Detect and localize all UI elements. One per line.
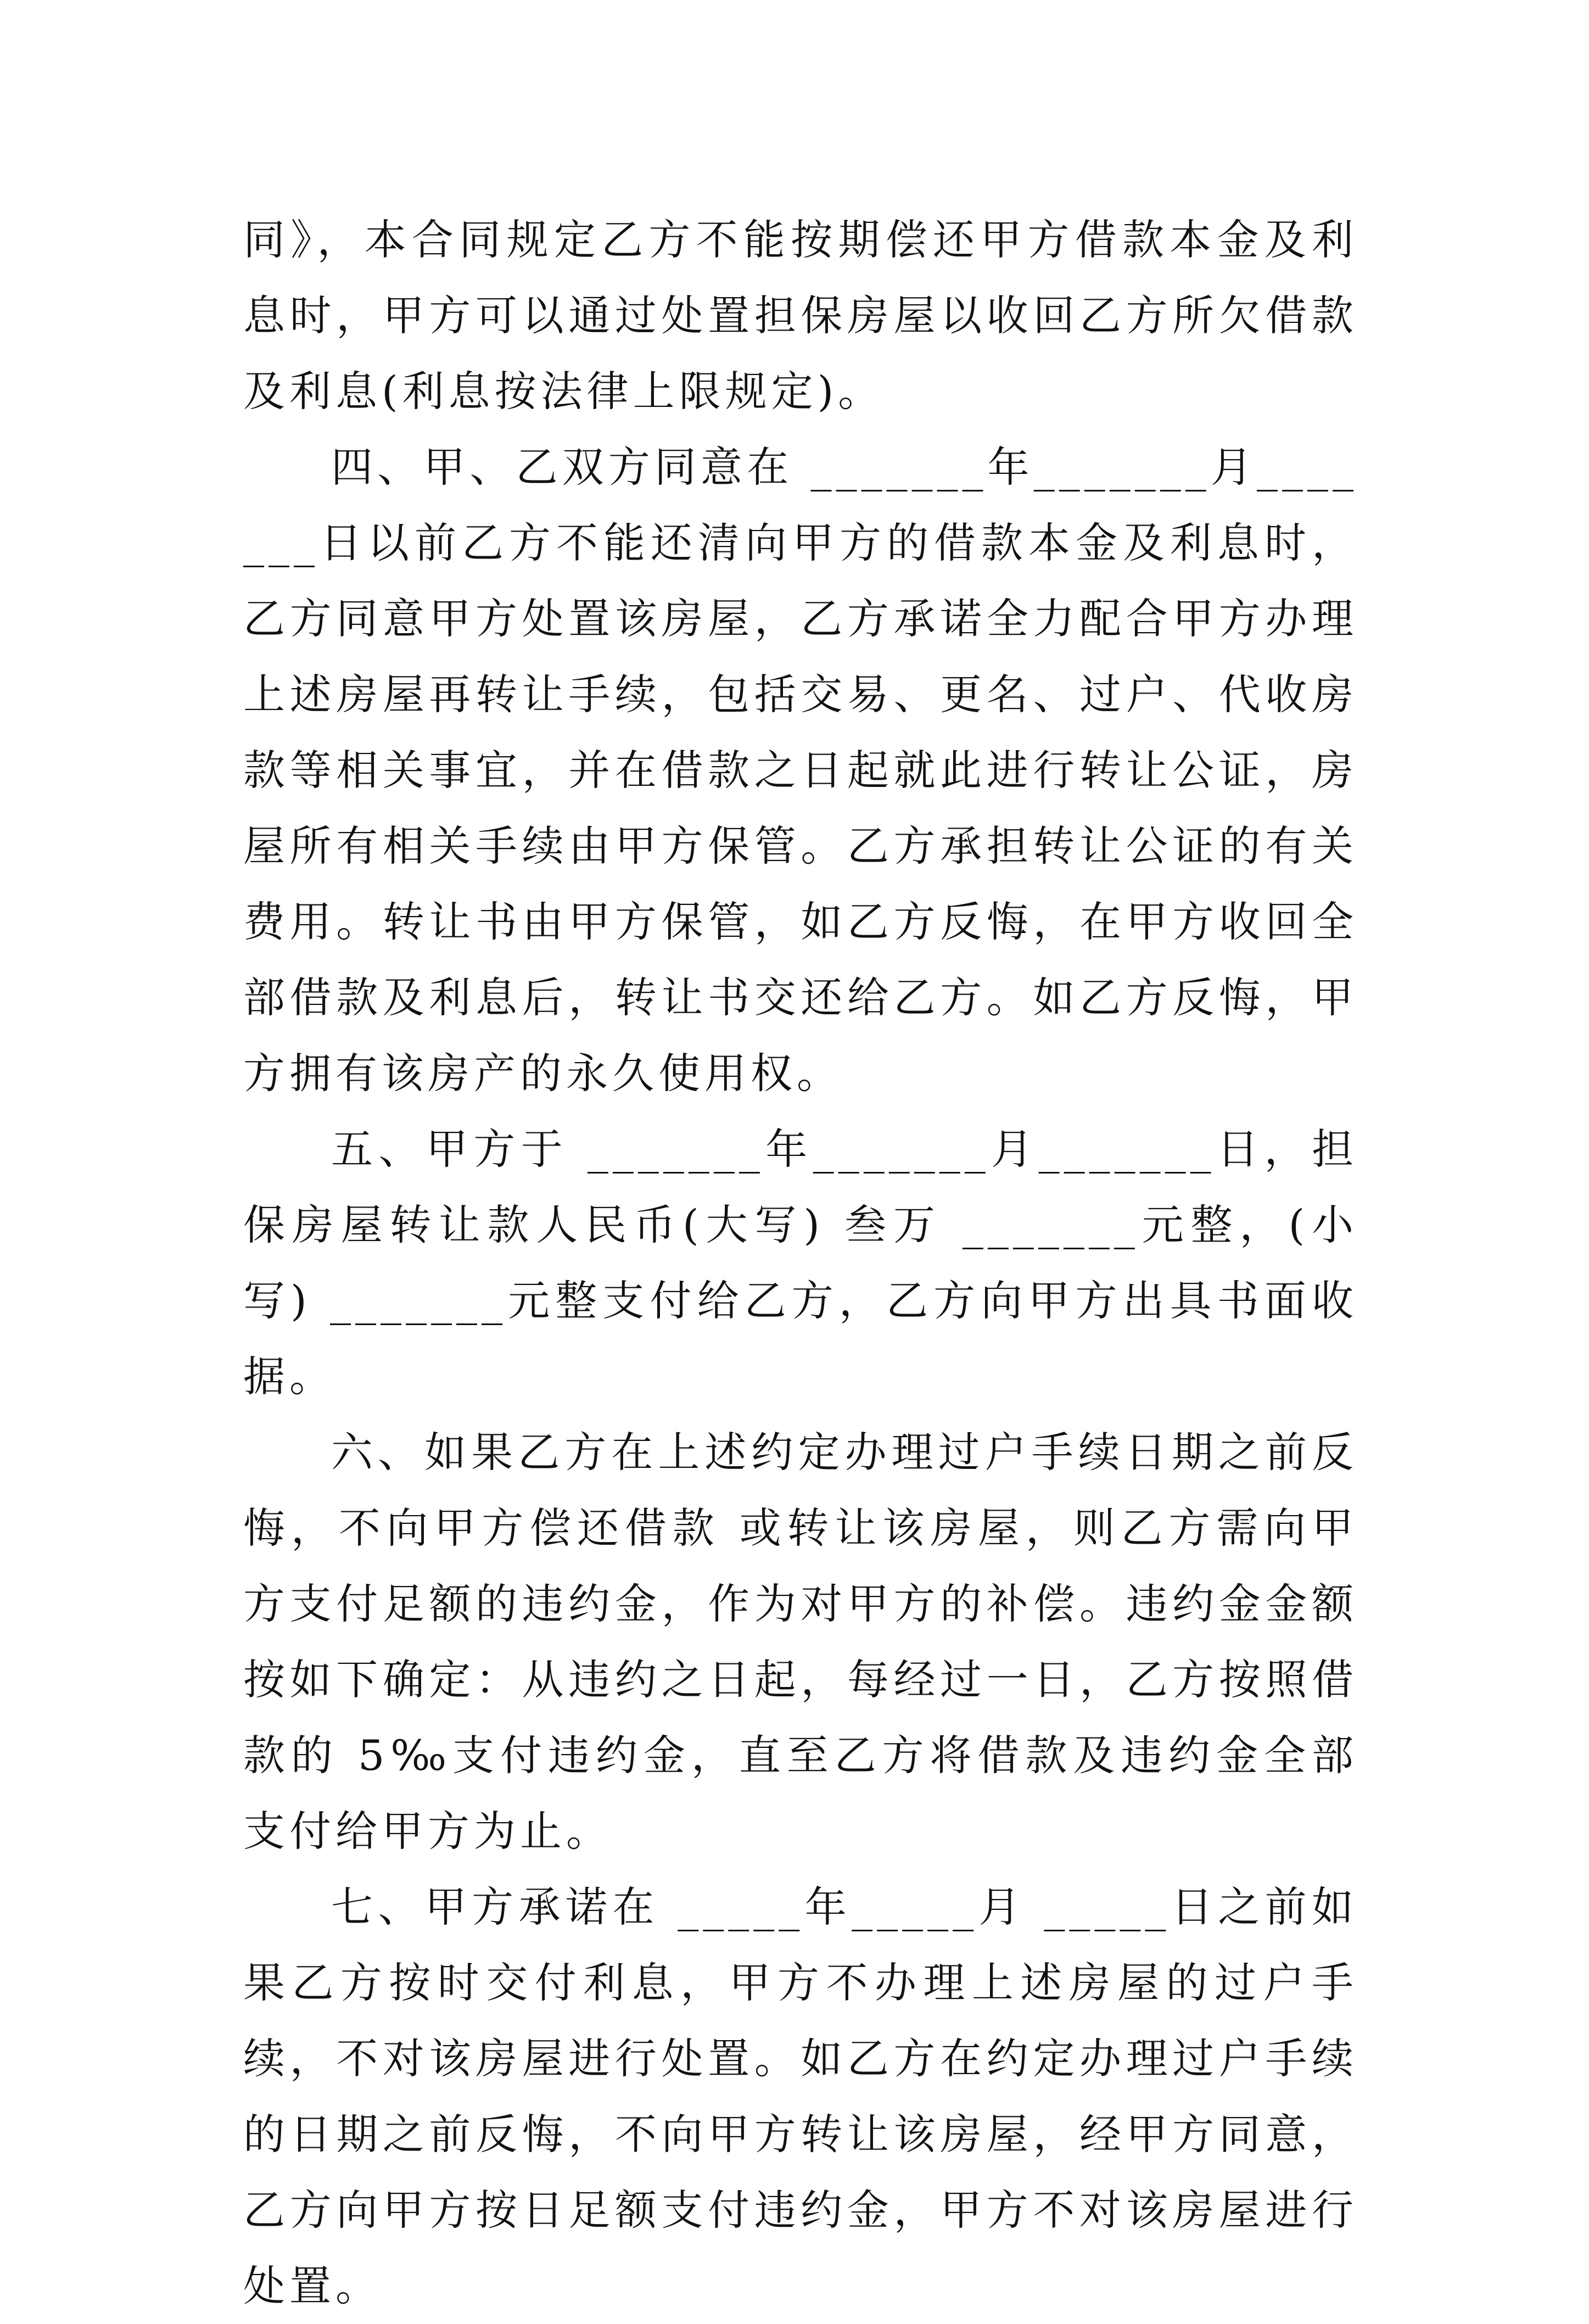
paragraph-clause-4: 四、甲、乙双方同意在 _______年_______月_______日以前乙方不能还清向甲方的借款本金及利息时，乙方同意甲方处置该房屋，乙方承诺全力配合甲方办理上述房屋再转让手续，包括交易、更名、过户、代收房款等相关事宜，并在借款之日起就此进行转让公证，房屋所有相关手续由甲方保管。乙方承担转让公证的有关费用。转让书由甲方保管，如乙方反悔，在甲方收回全部借款及利息后，转让书交还给乙方。如乙方反悔，甲方拥有该房产的永久使用权。 <box>243 443 1358 1098</box>
paragraph-continuation: 同》，本合同规定乙方不能按期偿还甲方借款本金及利息时，甲方可以通过处置担保房屋以收回乙方所欠借款及利息(利息按法律上限规定)。 <box>243 215 1358 416</box>
document-body <box>243 202 1358 2324</box>
paragraph-clause-5: 五、甲方于 _______年_______月_______日，担保房屋转让款人民币(大写) 叁万 _______元整，(小写) _______元整支付给乙方，乙方向甲方出具书面收据。 <box>243 1125 1358 1401</box>
paragraph-clause-6: 六、如果乙方在上述约定办理过户手续日期之前反悔，不向甲方偿还借款 或转让该房屋，则乙方需向甲方支付足额的违约金，作为对甲方的补偿。违约金金额按如下确定：从违约之日起，每经过一日，乙方按照借款的 5‰支付违约金，直至乙方将借款及违约金全部支付给甲方为止。 <box>243 1428 1358 1856</box>
paragraph-clause-7: 七、甲方承诺在 _____年_____月 _____日之前如果乙方按时交付利息，甲方不办理上述房屋的过户手续，不对该房屋进行处置。如乙方在约定办理过户手续的日期之前反悔，不向甲方转让该房屋，经甲方同意，乙方向甲方按日足额支付违约金，甲方不对该房屋进行处置。 <box>243 1882 1358 2310</box>
